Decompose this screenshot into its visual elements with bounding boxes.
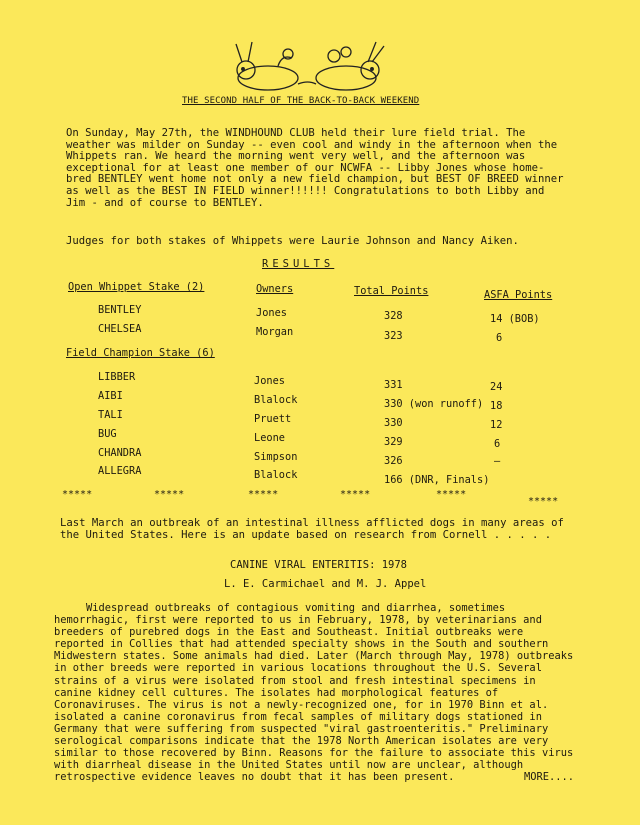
open-row-1-total: 328 xyxy=(384,310,403,322)
fc-row-1-dog: LIBBER xyxy=(98,371,136,383)
judges-line: Judges for both stakes of Whippets were Laurie Johnson and Nancy Aiken. xyxy=(66,235,519,247)
fc-row-2-dog: AIBI xyxy=(98,390,123,402)
more-label: MORE.... xyxy=(523,771,574,784)
fc-row-5-dog: CHANDRA xyxy=(98,447,142,459)
article-body xyxy=(54,602,574,783)
fc-row-5-total: 326 xyxy=(384,455,403,467)
fc-row-6-total: 166 (DNR, Finals) xyxy=(384,474,490,486)
separator-stars: ***** xyxy=(436,489,467,500)
article-title: CANINE VIRAL ENTERITIS: 1978 xyxy=(230,559,408,571)
open-row-1-dog: BENTLEY xyxy=(98,304,142,316)
article-authors: L. E. Carmichael and M. J. Appel xyxy=(224,578,427,590)
fc-row-2-asfa: 18 xyxy=(490,400,503,412)
fc-row-4-asfa: 6 xyxy=(494,438,501,450)
open-row-2-owner: Morgan xyxy=(256,326,294,338)
separator-stars: ***** xyxy=(248,489,279,500)
separator-stars: ***** xyxy=(340,489,371,500)
separator-stars: ***** xyxy=(528,496,559,507)
fc-row-3-owner: Pruett xyxy=(254,413,292,425)
open-row-2-dog: CHELSEA xyxy=(98,323,142,335)
fc-row-3-dog: TALI xyxy=(98,409,123,421)
fc-row-3-total: 330 xyxy=(384,417,403,429)
fc-row-1-asfa: 24 xyxy=(490,381,503,393)
open-row-2-total: 323 xyxy=(384,330,403,342)
field-champion-heading: Field Champion Stake (6) xyxy=(66,347,215,359)
open-row-2-asfa: 6 xyxy=(496,332,503,344)
fc-row-3-asfa: 12 xyxy=(490,419,503,431)
results-heading: RESULTS xyxy=(262,258,335,270)
fc-row-6-dog: ALLEGRA xyxy=(98,465,142,477)
separator-stars: ***** xyxy=(154,489,185,500)
outbreak-paragraph: Last March an outbreak of an intestinal illness afflicted dogs in many areas of the United States. Here is an update based on research from Cornell . . . . . xyxy=(60,517,564,541)
fc-row-2-owner: Blalock xyxy=(254,394,298,406)
open-row-1-asfa: 14 (BOB) xyxy=(490,313,540,325)
asfa-points-heading: ASFA Points xyxy=(484,289,553,301)
separator-stars: ***** xyxy=(62,489,93,500)
fc-row-4-dog: BUG xyxy=(98,428,117,440)
article-body-text: Widespread outbreaks of contagious vomiting and diarrhea, sometimes hemorrhagic, first were reported to us in February, 1978, by veterinarians and breeders of purebred dogs in the East and Southeast. Initial outbreaks were reported in Collies that had attended specialty shows in the South and southern Midwestern states. Some animals had died. Later (March through May, 1978) outbreaks in other breeds were reported in various locations throughout the U.S. Several strains of a virus were isolated from stool and fresh intestinal specimens in canine kidney cell cultures. The isolates had morphological features of Coronaviruses. The virus is not a newly-recognized one, for in 1970 Binn et al. isolated a canine coronavirus from fecal samples of military dogs stationed in Germany that were suffering from suspected "viral gastroenteritis." Preliminary serological comparisons indicate that the 1978 North American isolates are very similar to those recovered by Binn. Reasons for the failure to associate this virus with diarrheal disease in the United States until now are unclear, although retrospective evidence leaves no doubt that it has been present. xyxy=(54,602,574,784)
fc-row-5-asfa: – xyxy=(494,455,501,467)
intro-paragraph: On Sunday, May 27th, the WINDHOUND CLUB held their lure field trial. The weather was milder on Sunday -- even cool and windy in the afternoon when the Whippets ran. We heard the morning went very well, and the afternoon was exceptional for at least one member of our NCWFA -- Libby Jones whose home-bred BENTLEY went home not only a new field champion, but BEST OF BREED winner as well as the BEST IN FIELD winner!!!!!! Congratulations to both Libby and Jim - and of course to BENTLEY. xyxy=(66,127,564,209)
page-title: THE SECOND HALF OF THE BACK-TO-BACK WEEKEND xyxy=(182,96,420,106)
rabbits-illustration xyxy=(222,40,394,96)
fc-row-4-total: 329 xyxy=(384,436,403,448)
owners-heading: Owners xyxy=(256,283,294,295)
open-row-1-owner: Jones xyxy=(256,307,287,319)
open-stake-heading: Open Whippet Stake (2) xyxy=(68,281,205,293)
fc-row-2-total: 330 (won runoff) xyxy=(384,398,484,410)
fc-row-1-total: 331 xyxy=(384,379,403,391)
fc-row-5-owner: Simpson xyxy=(254,451,298,463)
fc-row-6-owner: Blalock xyxy=(254,469,298,481)
total-points-heading: Total Points xyxy=(354,285,429,297)
fc-row-1-owner: Jones xyxy=(254,375,285,387)
fc-row-4-owner: Leone xyxy=(254,432,285,444)
